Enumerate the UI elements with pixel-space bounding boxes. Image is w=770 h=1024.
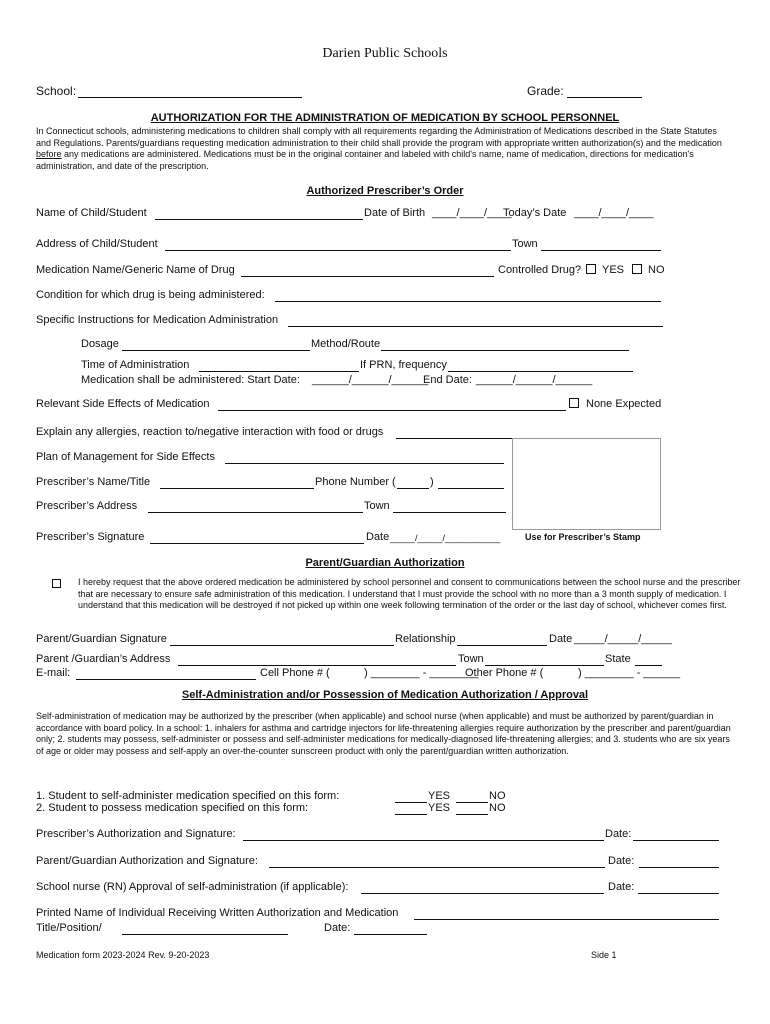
relationship-label: Relationship bbox=[395, 633, 456, 645]
title-position-field[interactable] bbox=[122, 934, 288, 935]
other-phone-label: Other Phone # ( bbox=[465, 667, 544, 679]
printed-name-label: Printed Name of Individual Receiving Written Authorization and Medication bbox=[36, 907, 399, 919]
relationship-field[interactable] bbox=[457, 645, 547, 646]
prescriber-name-field[interactable] bbox=[160, 488, 314, 489]
title-date-field[interactable] bbox=[354, 934, 427, 935]
parent-address-label: Parent /Guardian’s Address bbox=[36, 653, 171, 665]
cell-phone-field[interactable]: ) ________ - ________ bbox=[364, 667, 479, 679]
nurse-approval-field[interactable] bbox=[361, 893, 604, 894]
prescriber-date-field[interactable]: _____/_____/___________ bbox=[390, 533, 501, 543]
parent-auth-date-field[interactable] bbox=[639, 867, 719, 868]
condition-field[interactable] bbox=[275, 301, 661, 302]
prescriber-date-label: Date bbox=[366, 531, 390, 543]
self-administer-yes-label: YES bbox=[428, 790, 451, 802]
dob-label: Date of Birth bbox=[364, 207, 426, 219]
dosage-label: Dosage bbox=[81, 338, 119, 350]
parent-consent-text: I hereby request that the above ordered medication be administered by school personnel and consent to communications between the school nurse and the prescriber that are necessary to ensure safe administration of this medication. I understand that I must provide the school with no more than a 3 month supply of medication. I understand that this medication will be destroyed if not picked up within one week following termination of the order or the last day of school, whichever comes first. bbox=[78, 577, 741, 610]
start-date-label: Medication shall be administered: Start Date: bbox=[81, 374, 300, 386]
parent-date-label: Date bbox=[549, 633, 573, 645]
parent-state-field[interactable] bbox=[635, 665, 662, 666]
footer-form-revision: Medication form 2023-2024 Rev. 9-20-2023 bbox=[36, 950, 210, 960]
today-date-label: Today’s Date bbox=[503, 207, 567, 219]
prn-label: If PRN, frequency bbox=[360, 359, 447, 371]
end-date-label: End Date: bbox=[423, 374, 472, 386]
parent-town-field[interactable] bbox=[485, 665, 604, 666]
end-date-field[interactable]: ______/______/______ bbox=[476, 374, 593, 386]
possess-no-label: NO bbox=[489, 802, 506, 814]
possess-no-field[interactable] bbox=[456, 814, 488, 815]
start-date-field[interactable]: ______/______/______ bbox=[312, 374, 429, 386]
prn-field[interactable] bbox=[448, 371, 633, 372]
controlled-yes-label: YES bbox=[602, 264, 625, 276]
time-label: Time of Administration bbox=[81, 359, 190, 371]
nurse-approval-label: School nurse (RN) Approval of self-administration (if applicable): bbox=[36, 881, 349, 893]
controlled-yes-checkbox[interactable] bbox=[586, 264, 596, 274]
prescriber-auth-date-field[interactable] bbox=[633, 840, 719, 841]
parent-signature-field[interactable] bbox=[170, 645, 394, 646]
plan-label: Plan of Management for Side Effects bbox=[36, 451, 215, 463]
instructions-label: Specific Instructions for Medication Administration bbox=[36, 314, 279, 326]
nurse-approval-date-label: Date: bbox=[608, 881, 635, 893]
child-name-field[interactable] bbox=[155, 219, 363, 220]
child-town-field[interactable] bbox=[541, 250, 661, 251]
prescriber-section-title: Authorized Prescriber’s Order bbox=[306, 185, 464, 197]
self-admin-text: Self-administration of medication may be authorized by the prescriber (when applicable) and school nurse (when applicable) and must be authorized by parent/guardian in accordance with board policy. In a school: 1. inhalers for asthma and cartridge injectors for life-threatening allergies require authorization by the prescriber and parent/guardian only; 2. students may possess, self-administer or possess and self-administer medications for medically-diagnosed life-threatening allergies; and 3. students who are six years of age or older may possess and self-apply an over-the-counter sunscreen product with only the parent/guardian written authorization. bbox=[36, 711, 731, 756]
phone-label: Phone Number ( bbox=[315, 476, 396, 488]
prescriber-address-label: Prescriber’s Address bbox=[36, 500, 138, 512]
prescriber-town-label: Town bbox=[364, 500, 390, 512]
grade-label: Grade: bbox=[527, 84, 564, 98]
parent-signature-label: Parent/Guardian Signature bbox=[36, 633, 167, 645]
title-position-label: Title/Position/ bbox=[36, 922, 102, 934]
prescriber-auth-label: Prescriber’s Authorization and Signature: bbox=[36, 828, 236, 840]
form-title: AUTHORIZATION FOR THE ADMINISTRATION OF MEDICATION BY SCHOOL PERSONNEL bbox=[150, 112, 620, 124]
title-date-label: Date: bbox=[324, 922, 351, 934]
none-expected-checkbox[interactable] bbox=[569, 398, 579, 408]
grade-field[interactable] bbox=[567, 97, 642, 98]
child-town-label: Town bbox=[512, 238, 538, 250]
cell-phone-label: Cell Phone # ( bbox=[260, 667, 330, 679]
controlled-no-checkbox[interactable] bbox=[632, 264, 642, 274]
parent-auth-label: Parent/Guardian Authorization and Signature: bbox=[36, 855, 258, 867]
controlled-no-label: NO bbox=[648, 264, 665, 276]
org-name: Darien Public Schools bbox=[322, 46, 448, 61]
parent-state-label: State bbox=[605, 653, 631, 665]
condition-label: Condition for which drug is being administered: bbox=[36, 289, 265, 301]
self-admin-section-title: Self-Administration and/or Possession of Medication Authorization / Approval bbox=[181, 689, 589, 701]
nurse-approval-date-field[interactable] bbox=[638, 893, 719, 894]
parent-auth-date-label: Date: bbox=[608, 855, 635, 867]
none-expected-label: None Expected bbox=[586, 398, 662, 410]
possess-yes-label: YES bbox=[428, 802, 451, 814]
prescriber-signature-label: Prescriber’s Signature bbox=[36, 531, 145, 543]
medication-name-label: Medication Name/Generic Name of Drug bbox=[36, 264, 235, 276]
controlled-drug-label: Controlled Drug? bbox=[498, 264, 582, 276]
parent-address-field[interactable] bbox=[178, 665, 456, 666]
dosage-field[interactable] bbox=[122, 350, 310, 351]
time-field[interactable] bbox=[199, 371, 359, 372]
possess-item: 2. Student to possess medication specified on this form: bbox=[36, 802, 309, 814]
side-effects-field[interactable] bbox=[218, 410, 566, 411]
printed-name-field[interactable] bbox=[414, 919, 719, 920]
prescriber-name-label: Prescriber’s Name/Title bbox=[36, 476, 151, 488]
child-address-field[interactable] bbox=[165, 250, 511, 251]
parent-auth-field[interactable] bbox=[269, 867, 605, 868]
school-label: School: bbox=[36, 84, 77, 98]
prescriber-address-field[interactable] bbox=[148, 512, 363, 513]
phone-number-field[interactable] bbox=[438, 488, 504, 489]
email-label: E-mail: bbox=[36, 667, 71, 679]
possess-yes-field[interactable] bbox=[395, 814, 427, 815]
today-date-field[interactable]: ____/____/____ bbox=[574, 207, 654, 219]
parent-town-label: Town bbox=[458, 653, 484, 665]
self-administer-yes-field[interactable] bbox=[395, 802, 427, 803]
email-field[interactable] bbox=[76, 679, 256, 680]
self-administer-no-field[interactable] bbox=[456, 802, 488, 803]
dob-field[interactable]: ____/____/____ bbox=[432, 207, 512, 219]
method-field[interactable] bbox=[381, 350, 629, 351]
instructions-field[interactable] bbox=[288, 326, 663, 327]
prescriber-town-field[interactable] bbox=[393, 512, 506, 513]
parent-consent-checkbox[interactable] bbox=[52, 579, 61, 588]
child-address-label: Address of Child/Student bbox=[36, 238, 158, 250]
prescriber-auth-date-label: Date: bbox=[605, 828, 632, 840]
intro-paragraph: In Connecticut schools, administering medications to children shall comply with all requirements regarding the Administration of Medications described in the State Statutes and Regulations. Parents/guardians requesting medication administration to their child shall provide the program with appropriate written authorization(s) and the medication before any medications are administered. Medications must be in the original container and labeled with child's name, name of medication, directions for medication's administration, and date of the prescription. bbox=[36, 126, 722, 171]
child-name-label: Name of Child/Student bbox=[36, 207, 147, 219]
prescriber-stamp-box[interactable] bbox=[512, 438, 661, 530]
parent-section-title: Parent/Guardian Authorization bbox=[305, 557, 465, 569]
plan-field[interactable] bbox=[225, 463, 504, 464]
footer-side: Side 1 bbox=[591, 950, 617, 960]
other-phone-field[interactable]: ) ________ - ______ bbox=[578, 667, 681, 679]
method-label: Method/Route bbox=[311, 338, 381, 350]
school-field[interactable] bbox=[78, 97, 302, 98]
prescriber-signature-field[interactable] bbox=[150, 543, 364, 544]
stamp-label: Use for Prescriber’s Stamp bbox=[525, 532, 641, 542]
self-administer-no-label: NO bbox=[489, 790, 506, 802]
phone-paren: ) bbox=[430, 476, 434, 488]
allergies-label: Explain any allergies, reaction to/negative interaction with food or drugs bbox=[36, 426, 384, 438]
side-effects-label: Relevant Side Effects of Medication bbox=[36, 398, 210, 410]
phone-area-field[interactable] bbox=[397, 488, 429, 489]
prescriber-auth-field[interactable] bbox=[243, 840, 604, 841]
parent-date-field[interactable]: _____/_____/_____ bbox=[574, 633, 672, 645]
medication-name-field[interactable] bbox=[241, 276, 494, 277]
self-administer-item: 1. Student to self-administer medication specified on this form: bbox=[36, 790, 340, 802]
